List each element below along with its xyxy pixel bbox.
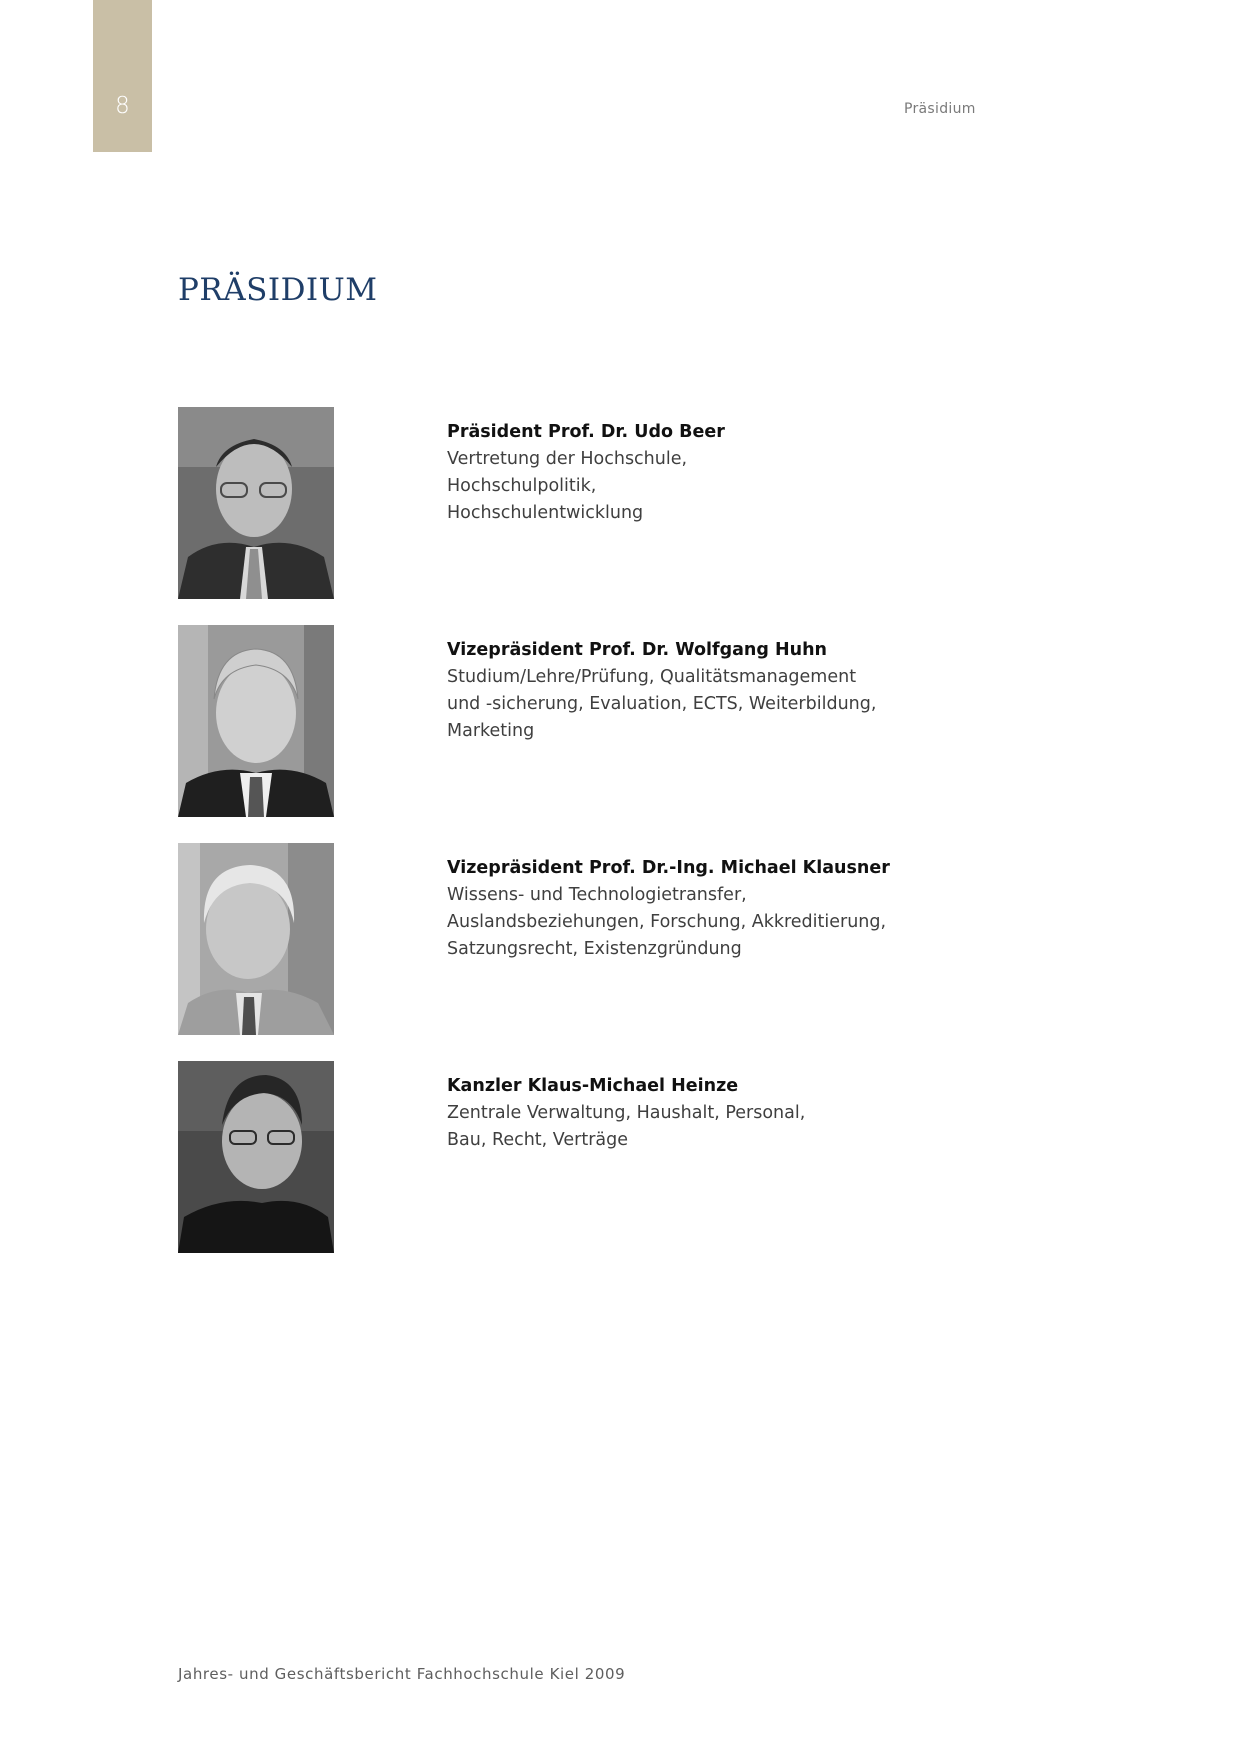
member-name: Vizepräsident Prof. Dr.-Ing. Michael Klausner: [447, 858, 890, 878]
portrait-photo: [178, 625, 334, 817]
member-duty-line: Hochschulentwicklung: [447, 503, 644, 523]
member-entry: [178, 407, 1078, 599]
page-number-tab: [93, 0, 152, 152]
member-duty-line: Bau, Recht, Verträge: [447, 1130, 629, 1150]
member-entry: [178, 625, 1078, 817]
member-duty-line: Marketing: [447, 721, 535, 741]
portrait-photo: [178, 1061, 334, 1253]
member-name: Kanzler Klaus-Michael Heinze: [447, 1076, 739, 1096]
member-info: [447, 1073, 967, 1154]
member-entry: [178, 843, 1078, 1035]
footer-text: Jahres- und Geschäftsbericht Fachhochschule Kiel 2009: [178, 1665, 626, 1683]
running-head: Präsidium: [904, 101, 976, 117]
member-duty-line: Auslandsbeziehungen, Forschung, Akkreditierung,: [447, 912, 887, 932]
member-name: Präsident Prof. Dr. Udo Beer: [447, 422, 725, 442]
member-duty-line: Zentrale Verwaltung, Haushalt, Personal,: [447, 1103, 806, 1123]
member-name: Vizepräsident Prof. Dr. Wolfgang Huhn: [447, 640, 828, 660]
member-duty-line: Hochschulpolitik,: [447, 476, 597, 496]
member-duty-line: und -sicherung, Evaluation, ECTS, Weiterbildung,: [447, 694, 877, 714]
page-title: PRÄSIDIUM: [178, 272, 378, 308]
member-duty-line: Satzungsrecht, Existenzgründung: [447, 939, 742, 959]
portrait-photo: [178, 843, 334, 1035]
member-info: [447, 855, 967, 963]
member-info: [447, 419, 967, 527]
portrait-photo: [178, 407, 334, 599]
member-entry: [178, 1061, 1078, 1253]
member-info: [447, 637, 967, 745]
member-duty-line: Vertretung der Hochschule,: [447, 449, 688, 469]
page-number: 8: [115, 93, 130, 119]
member-duty-line: Studium/Lehre/Prüfung, Qualitätsmanagement: [447, 667, 857, 687]
member-duty-line: Wissens- und Technologietransfer,: [447, 885, 747, 905]
